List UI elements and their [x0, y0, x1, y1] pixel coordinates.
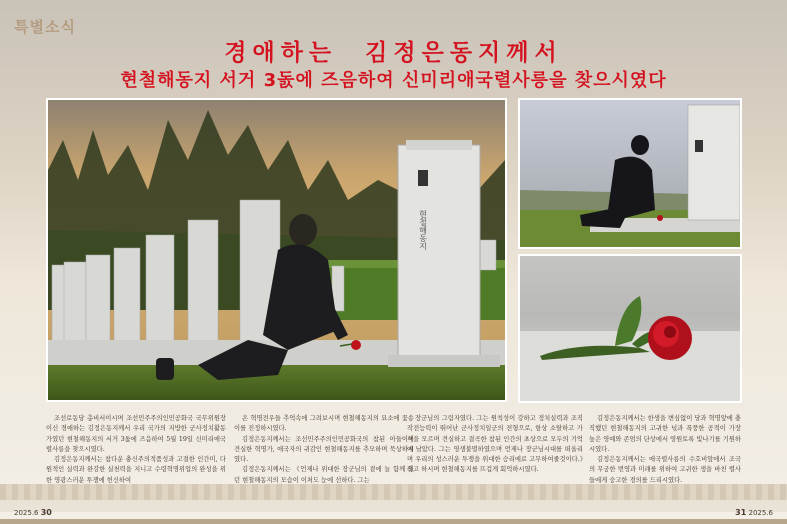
paragraph: 온 혁명전우들 추억속에 그려보시며 현철해동지의 묘소에 꽃송이를 진정하시였다.	[234, 415, 414, 433]
footer-band	[0, 500, 787, 512]
subheadline: 현철해동지 서거 3돐에 즈음하여 신미리애국렬사릉을 찾으시였다	[120, 70, 667, 91]
left-date: 2025.6	[14, 509, 39, 517]
paragraph: 김정은동지께서는 조선민주주의인민공화국의 참된 아들이며 견실한 혁명가, 애국자의 귀감인 현철해동지를 추모하며 묵상하시였다.	[234, 435, 414, 464]
paragraph: 김정은동지께서는 한생을 변심없이 당과 혁명앞에 충직했던 현철해동지의 고귀한 넋과 폭풍한 공적이 가장 높은 영예와 존엄의 단상에서 영원토록 빛나기를 기원하시였다.	[589, 415, 741, 453]
text-column-4	[589, 414, 741, 486]
headline: 경애하는 김정은동지께서	[224, 40, 563, 66]
bottom-border	[0, 519, 787, 524]
text-column-3	[407, 414, 583, 476]
right-page-footer	[735, 508, 773, 517]
left-page-number: 30	[40, 508, 52, 517]
paragraph: 김정은동지께서는 애국렬사릉의 수호비앞에서 조국의 무궁한 번영과 미래를 위하여 고귀한 생을 바친 렬사들에게 숭고한 경의를 드리시였다.	[589, 456, 741, 484]
left-page-footer	[14, 508, 52, 517]
side-photo-kneeling	[518, 98, 742, 249]
paragraph: 김정은동지께서는 참다운 충신주의적품성과 고결한 인간미, 다원적인 실력과 완강한 실천력을 지니고 수령혁명위업의 완성을 위한 영광스러운 투쟁에 헌신하여	[46, 456, 226, 484]
text-column-1	[46, 414, 226, 486]
paragraph: 조선로동당 총비서이시며 조선민주주의인민공화국 국무위원장이신 경애하는 김정은동지께서 우리 국가의 지방한 군사정치활동가였던 현철해동지의 서거 3돐에 즈음하여 5월 19일 신미리애국렬사릉을 찾으시였다.	[46, 415, 226, 453]
main-photo	[46, 98, 507, 402]
tombstone-name: 현철해동지	[418, 210, 428, 250]
text-column-2	[234, 414, 414, 486]
right-date: 2025.6	[748, 509, 773, 517]
side-photo-rose	[518, 254, 742, 403]
paragraph: 장군님의 그림자였다. 그는 원칙성이 강하고 정치실력과 조직작전능력이 뛰어난 군사정치일군의 전형으로, 항상 소탈하고 가식을 모르며 견실하고 결곡한 참된 인간의 초상으로 모두의 기억에 남았다. 그는 영생불멸하였으며 언제나 장군님시대를 떠올리며 우리의 성스러운 투쟁을 위대한 승리에로 고무하여줄것이다.》라고 하시며 현철해동지를 뜨겁게 회억하시였다.	[407, 415, 583, 474]
decorative-strip	[0, 484, 787, 500]
section-tag: 특별소식	[14, 18, 76, 36]
paragraph: 김정은동지께서는 《언제나 위대한 장군님의 곁에 늘 함께 있던 현철해동지의 모습이 이처도 눈에 선하다. 그는	[234, 466, 414, 484]
right-page-number: 31	[735, 508, 747, 517]
